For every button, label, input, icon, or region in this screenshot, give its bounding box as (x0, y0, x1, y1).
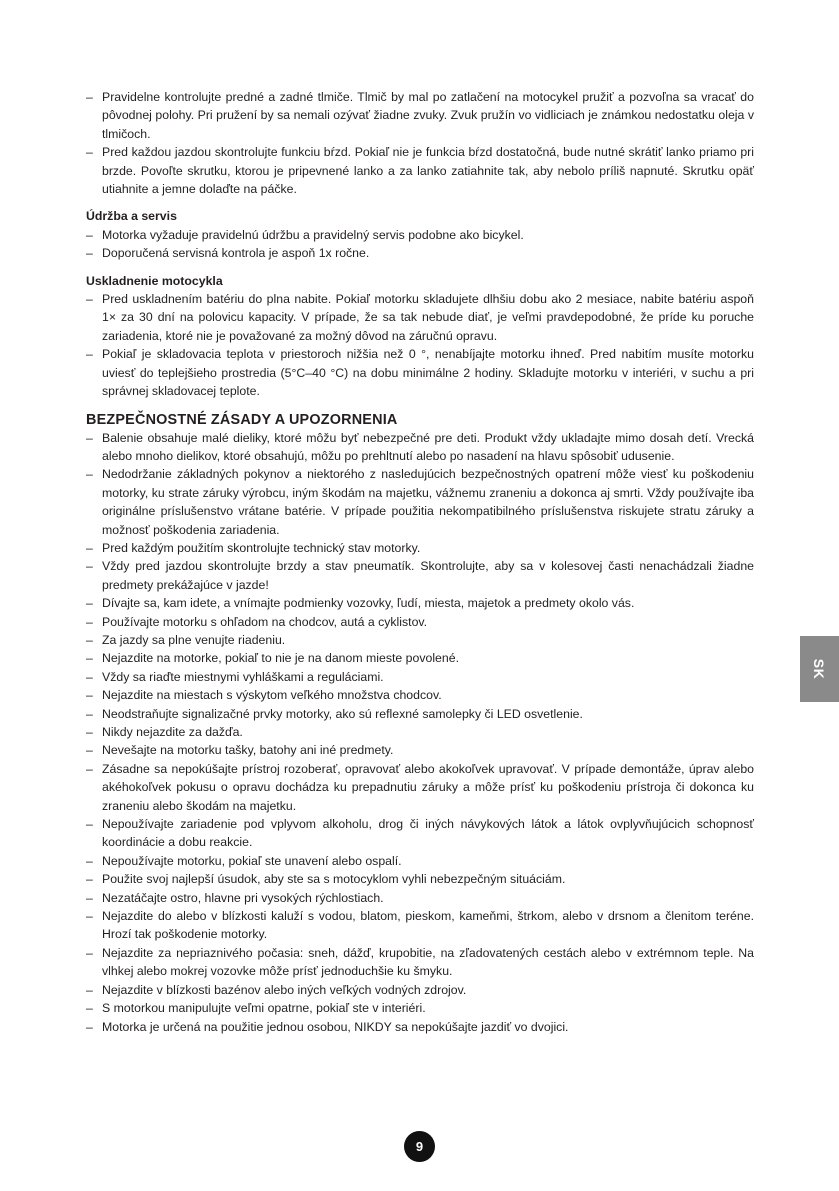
list-item-text: Nepoužívajte zariadenie pod vplyvom alkoholu, drog či iných návykových látok a látok ovplyvňujúcich schopnosť koordinácie a dobu reakcie. (102, 817, 754, 850)
list-item (86, 686, 754, 704)
dash-bullet: – (86, 430, 93, 445)
list-item (86, 870, 754, 888)
list-item-text: Nejazdite na motorke, pokiaľ to nie je na danom mieste povolené. (102, 651, 459, 666)
dash-bullet: – (86, 725, 93, 739)
list-item (86, 143, 754, 198)
dash-bullet: – (86, 467, 93, 482)
maintenance-heading: Údržba a servis (86, 209, 177, 224)
safety-list (86, 429, 754, 1036)
list-item (86, 594, 754, 612)
dash-bullet: – (86, 596, 93, 611)
list-item (86, 981, 754, 999)
dash-bullet: – (86, 651, 93, 666)
dash-bullet: – (86, 1019, 93, 1034)
list-item-text: Vždy pred jazdou skontrolujte brzdy a stav pneumatík. Skontrolujte, aby sa v kolesovej časti nenachádzali žiadne predmety prekážajúce v jazde! (102, 559, 754, 592)
list-item-text: Nezatáčajte ostro, hlavne pri vysokých rýchlostiach. (102, 890, 384, 905)
list-item (86, 244, 754, 262)
language-tab-label: SK (811, 658, 828, 680)
list-item-text: Nejazdite za nepriaznivého počasia: sneh, dážď, krupobitie, na zľadovatených cestách alebo v extrémnom teple. Na vlhkej alebo mokrej vozovke môže prísť jednoduchšie ku šmyku. (102, 945, 754, 979)
list-item (86, 1018, 754, 1036)
list-item-text: Vždy sa riaďte miestnymi vyhláškami a reguláciami. (102, 669, 384, 684)
list-item (86, 88, 754, 143)
list-item-text: Motorka vyžaduje pravidelnú údržbu a pravidelný servis podobne ako bicykel. (102, 227, 524, 242)
list-item (86, 539, 754, 557)
list-item-text: Motorka je určená na použitie jednou osobou, NIKDY sa nepokúšajte jazdiť vo dvojici. (102, 1019, 569, 1034)
dash-bullet: – (86, 347, 93, 362)
list-item-text: Nejazdite do alebo v blízkosti kaluží s vodou, blatom, pieskom, kameňmi, štrkom, alebo v drsnom a členitom teréne. Hrozí tak poškodenie motorky. (102, 909, 754, 942)
list-item-text: Balenie obsahuje malé dieliky, ktoré môžu byť nebezpečné pre deti. Produkt vždy ukladajte mimo dosah detí. Vrecká alebo mnoho dielikov, ktoré obsahujú, môžu po prehltnutí alebo po nasadení na hlavu spôsobiť udusenie. (102, 430, 754, 463)
list-item (86, 429, 754, 466)
dash-bullet: – (86, 559, 93, 574)
list-item (86, 741, 754, 759)
maintenance-list (86, 226, 754, 263)
list-item-text: Zásadne sa nepokúšajte prístroj rozoberať, opravovať alebo akokoľvek upravovať. V prípade demontáže, úprav alebo akéhokoľvek pokusu o opravu dochádza ku prepadnutiu záruky a môže prísť ku poškodeniu prístroja či dokonca ku zraneniu alebo škodám na majetku. (102, 761, 754, 813)
list-item (86, 723, 754, 741)
list-item (86, 907, 754, 944)
language-tab (800, 636, 839, 702)
dash-bullet: – (86, 706, 93, 721)
list-item-text: Používajte motorku s ohľadom na chodcov, autá a cyklistov. (102, 614, 428, 629)
list-item-text: Pred uskladnením batériu do plna nabite. Pokiaľ motorku skladujete dlhšiu dobu ako 2 mesiace, nabite batériu aspoň 1× za 30 dní na polovicu kapacity. V prípade, že sa tak nebude diať, je veľmi pravdepodobné, že príde ku poruche zariadenia, ktoré nie je považované za možný dôvod na záručnú opravu. (102, 292, 754, 343)
storage-heading: Uskladnenie motocykla (86, 273, 223, 288)
dash-bullet: – (86, 909, 93, 924)
list-item (86, 999, 754, 1017)
dash-bullet: – (86, 945, 93, 960)
dash-bullet: – (86, 614, 93, 629)
list-item-text: Nejazdite na miestach s výskytom veľkého množstva chodcov. (102, 688, 442, 703)
dash-bullet: – (86, 669, 93, 684)
list-item-text: Použite svoj najlepší úsudok, aby ste sa s motocyklom vyhli nebezpečným situáciám. (102, 872, 566, 887)
list-item-text: Pred každou jazdou skontrolujte funkciu bŕzd. Pokiaľ nie je funkcia bŕzd dostatočná, bude nutné skrátiť lanko priamo pri brzde. Povoľte skrutku, ktorou je pripevnené lanko a za lanko zatiahnite tak, aby nebolo príliš napnuté. Skrutku opäť utiahnite a jemne dolaďte na páčke. (102, 145, 754, 197)
list-item-text: Nevešajte na motorku tašky, batohy ani iné predmety. (102, 743, 394, 758)
dash-bullet: – (86, 145, 93, 160)
dash-bullet: – (86, 246, 93, 261)
list-item (86, 760, 754, 815)
document-body (86, 88, 754, 1036)
list-item-text: Dívajte sa, kam idete, a vnímajte podmienky vozovky, ľudí, miesta, majetok a predmety okolo vás. (102, 596, 635, 611)
page-number-badge (404, 1131, 435, 1162)
page-number: 9 (415, 1139, 424, 1154)
list-item (86, 668, 754, 686)
dash-bullet: – (86, 227, 93, 242)
list-item (86, 613, 754, 631)
dash-bullet: – (86, 982, 93, 997)
dash-bullet: – (86, 853, 93, 868)
list-item-text: Nedodržanie základných pokynov a niektorého z nasledujúcich bezpečnostných opatrení môže viesť ku poškodeniu motorky, ku strate záruky výrobcu, iným škodám na majetku, vážnemu zraneniu a dokonca aj smrti. Vždy používajte iba originálne príslušenstvo vrátane batérie. V prípade použitia nekompatibilného príslušenstva riskujete stratu záruky a možnosť poškodenia zariadenia. (102, 467, 754, 537)
list-item (86, 290, 754, 345)
dash-bullet: – (86, 1001, 93, 1016)
dash-bullet: – (86, 890, 93, 905)
list-item-text: Nepoužívajte motorku, pokiaľ ste unavení alebo ospalí. (102, 853, 402, 868)
list-item (86, 705, 754, 723)
intro-list (86, 88, 754, 198)
list-item (86, 889, 754, 907)
dash-bullet: – (86, 292, 93, 307)
list-item-text: Nikdy nejazdite za dažďa. (102, 725, 243, 739)
dash-bullet: – (86, 761, 93, 776)
list-item (86, 226, 754, 244)
dash-bullet: – (86, 688, 93, 703)
list-item-text: Pred každým použitím skontrolujte technický stav motorky. (102, 540, 421, 555)
list-item-text: S motorkou manipulujte veľmi opatrne, pokiaľ ste v interiéri. (102, 1001, 426, 1016)
list-item-text: Neodstraňujte signalizačné prvky motorky, ako sú reflexné samolepky či LED osvetlenie. (102, 706, 583, 721)
list-item (86, 815, 754, 852)
list-item-text: Pokiaľ je skladovacia teplota v priestoroch nižšia než 0 °, nenabíjajte motorku ihneď. Pred nabitím musíte motorku uviesť do teplejšieho prostredia (5°C–40 °C) na dobu minimálne 2 hodiny. Skladujte motorku v interiéri, v suchu a pri správnej skladovacej teplote. (102, 347, 754, 399)
dash-bullet: – (86, 817, 93, 832)
list-item-text: Nejazdite v blízkosti bazénov alebo iných veľkých vodných zdrojov. (102, 982, 467, 997)
safety-heading: BEZPEČNOSTNÉ ZÁSADY A UPOZORNENIA (86, 411, 398, 428)
list-item (86, 944, 754, 981)
list-item (86, 557, 754, 594)
list-item-text: Pravidelne kontrolujte predné a zadné tlmiče. Tlmič by mal po zatlačení na motocykel pružiť a pozvoľna sa vracať do pôvodnej polohy. Pri pružení by sa nemali ozývať žiadne zvuky. Zvuk pružín vo vidliciach je známkou nedostatku oleja v tlmičoch. (102, 90, 754, 141)
dash-bullet: – (86, 540, 93, 555)
list-item (86, 852, 754, 870)
list-item-text: Za jazdy sa plne venujte riadeniu. (102, 632, 286, 647)
storage-list (86, 290, 754, 400)
dash-bullet: – (86, 872, 93, 887)
list-item (86, 649, 754, 667)
list-item-text: Doporučená servisná kontrola je aspoň 1x ročne. (102, 246, 370, 261)
dash-bullet: – (86, 632, 93, 647)
list-item (86, 465, 754, 539)
list-item (86, 631, 754, 649)
dash-bullet: – (86, 743, 93, 758)
dash-bullet: – (86, 90, 93, 104)
list-item (86, 345, 754, 400)
